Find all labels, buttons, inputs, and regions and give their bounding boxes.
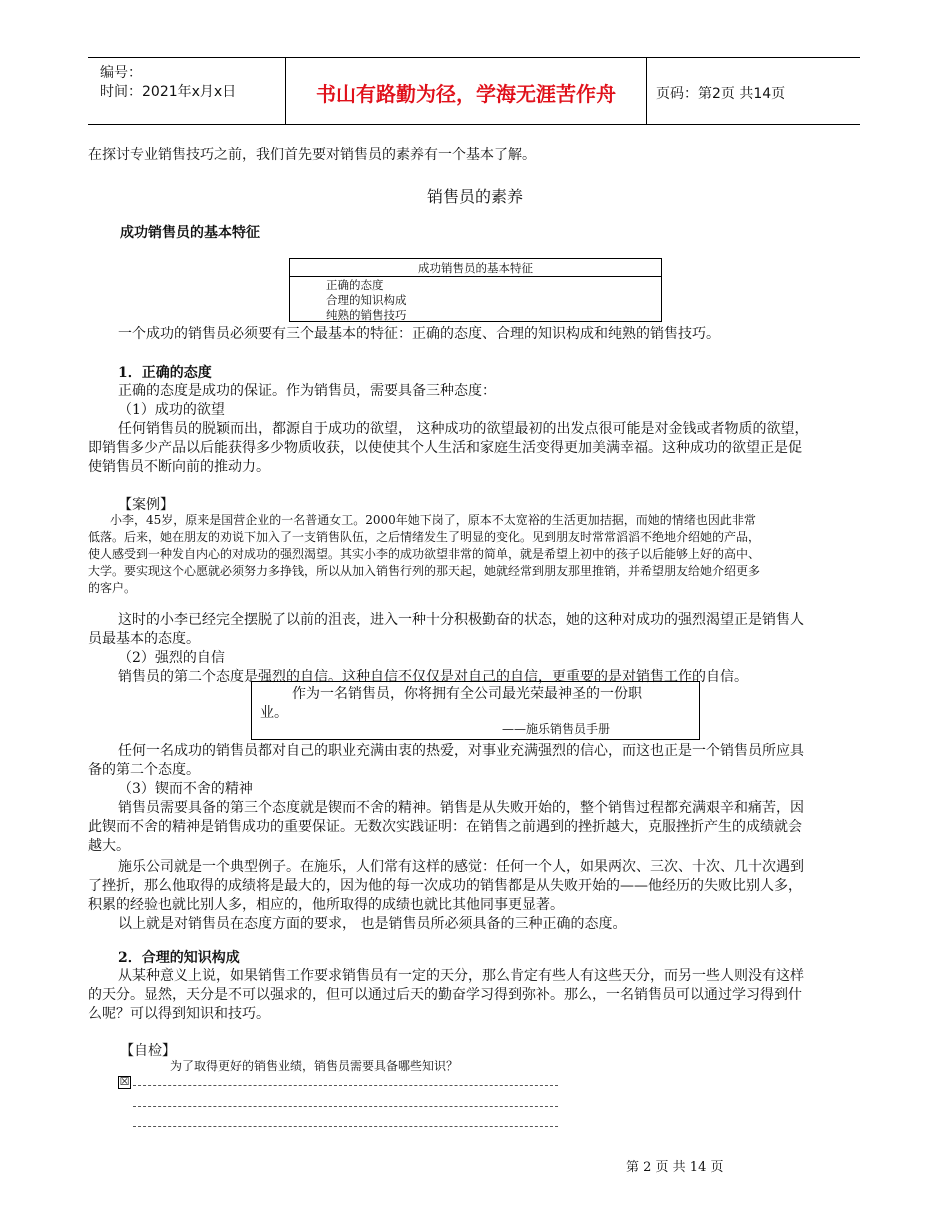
checkbox-icon[interactable]: ☒ xyxy=(119,1075,130,1088)
quote-line: 作为一名销售员，你将拥有全公司最光荣最神圣的一份职 xyxy=(292,686,642,702)
paragraph-line: 此锲而不舍的精神是销售成功的重要保证。无数次实践证明：在销售之前遇到的挫折越大，克服挫折产生的成绩就会 xyxy=(88,819,802,835)
case-line: 小李，45岁，原来是国营企业的一名普通女工。2000年她下岗了，原本不太宽裕的生活更加拮据，而她的情绪也因此非常 xyxy=(110,513,756,527)
section-1-heading: 1．正确的态度 xyxy=(118,365,212,381)
item-2-intro: 销售员的第二个态度是强烈的自信。这种自信不仅仅是对自己的自信，更重要的是对销售工作的自信。 xyxy=(118,669,748,685)
paragraph-line: 从某种意义上说，如果销售工作要求销售员有一定的天分，那么肯定有些人有这些天分，而另一些人则没有这样 xyxy=(118,968,804,984)
item-3-title: （3）锲而不舍的精神 xyxy=(118,781,253,797)
item-2-title: （2）强烈的自信 xyxy=(118,650,225,666)
paragraph-line: 么呢？可以得到知识和技巧。 xyxy=(88,1006,270,1022)
feature-box-title: 成功销售员的基本特征 xyxy=(290,260,661,277)
document-number-label: 编号： xyxy=(100,65,142,81)
document-time-label: 时间：2021年x月x日 xyxy=(100,84,237,100)
paragraph-line: 任何一名成功的销售员都对自己的职业充满由衷的热爱，对事业充满强烈的信心，而这也正是一个销售员所应具 xyxy=(118,743,804,759)
header-motto-cell xyxy=(285,58,647,124)
paragraph-line: 即销售多少产品以后能获得多少物质收获，以使使其个人生活和家庭生活变得更加美满幸福。这种成功的欲望正是促 xyxy=(88,440,802,456)
paragraph-line: 这时的小李已经完全摆脱了以前的沮丧，进入一种十分积极勤奋的状态，她的这种对成功的强烈渴望正是销售人 xyxy=(118,612,804,628)
quote-box xyxy=(251,681,700,740)
section-2-heading: 2．合理的知识构成 xyxy=(118,950,240,966)
quote-source: ——施乐销售员手册 xyxy=(502,722,611,736)
answer-line[interactable] xyxy=(133,1126,558,1127)
paragraph-line: 越大。 xyxy=(88,838,130,854)
header-motto: 书山有路勤为径，学海无涯苦作舟 xyxy=(316,82,616,106)
page-footer: 第 2 页 共 14 页 xyxy=(626,1160,724,1175)
summary-paragraph: 一个成功的销售员必须要有三个最基本的特征：正确的态度、合理的知识构成和纯熟的销售技巧。 xyxy=(118,326,720,342)
case-line: 使人感受到一种发自内心的对成功的强烈渴望。其实小李的成功欲望非常的简单，就是希望上初中的孩子以后能够上好的高中、 xyxy=(88,547,761,561)
self-check-question: 为了取得更好的销售业绩，销售员需要具备哪些知识？ xyxy=(170,1059,459,1073)
feature-item: 纯熟的销售技巧 xyxy=(326,308,407,322)
answer-line[interactable] xyxy=(133,1085,558,1086)
paragraph-line: 任何销售员的脱颖而出，都源自于成功的欲望， 这种成功的欲望最初的出发点很可能是对金钱或者物质的欲望， xyxy=(118,421,809,437)
section-title: 销售员的素养 xyxy=(426,187,523,206)
paragraph-line: 使销售员不断向前的推动力。 xyxy=(88,459,270,475)
case-line: 大学。要实现这个心愿就必须努力多挣钱，所以从加入销售行列的那天起，她就经常到朋友那里推销，并希望朋友给她介绍更多 xyxy=(88,564,761,578)
paragraph-line: 的天分。显然，天分是不可以强求的，但可以通过后天的勤奋学习得到弥补。那么，一名销售员可以通过学习得到什 xyxy=(88,987,802,1003)
paragraph-line: 备的第二个态度。 xyxy=(88,762,200,778)
intro-paragraph: 在探讨专业销售技巧之前，我们首先要对销售员的素养有一个基本了解。 xyxy=(88,147,536,163)
header-page-info: 页码：第2页 共14页 xyxy=(656,86,786,102)
case-label: 【案例】 xyxy=(118,497,174,513)
paragraph-line: 员最基本的态度。 xyxy=(88,631,200,647)
feature-item: 正确的态度 xyxy=(326,278,384,292)
subheading: 成功销售员的基本特征 xyxy=(120,225,260,241)
case-line: 的客户。 xyxy=(88,581,137,595)
paragraph-line: 销售员需要具备的第三个态度就是锲而不舍的精神。销售是从失败开始的，整个销售过程都充满艰辛和痛苦，因 xyxy=(118,800,804,816)
paragraph-line: 了挫折，那么他取得的成绩将是最大的，因为他的每一次成功的销售都是从失败开始的——他经历的失败比别人多， xyxy=(88,878,802,894)
answer-line[interactable] xyxy=(133,1106,558,1107)
feature-item: 合理的知识构成 xyxy=(326,293,407,307)
feature-box xyxy=(289,258,662,322)
item-1-title: （1）成功的欲望 xyxy=(118,402,225,418)
paragraph-line: 积累的经验也就比别人多，相应的，他所取得的成绩也就比其他同事更显著。 xyxy=(88,897,564,913)
quote-line: 业。 xyxy=(260,705,288,721)
self-check-label: 【自检】 xyxy=(120,1043,176,1059)
page-header xyxy=(88,57,860,125)
section-1-intro: 正确的态度是成功的保证。作为销售员，需要具备三种态度： xyxy=(118,383,496,399)
paragraph-line: 施乐公司就是一个典型例子。在施乐，人们常有这样的感觉：任何一个人，如果两次、三次、十次、几十次遇到 xyxy=(118,859,804,875)
case-line: 低落。后来，她在朋友的劝说下加入了一支销售队伍，之后情绪发生了明显的变化。见到朋友时常常滔滔不绝地介绍她的产品， xyxy=(88,530,761,544)
section-1-conclusion: 以上就是对销售员在态度方面的要求， 也是销售员所必须具备的三种正确的态度。 xyxy=(118,916,627,932)
